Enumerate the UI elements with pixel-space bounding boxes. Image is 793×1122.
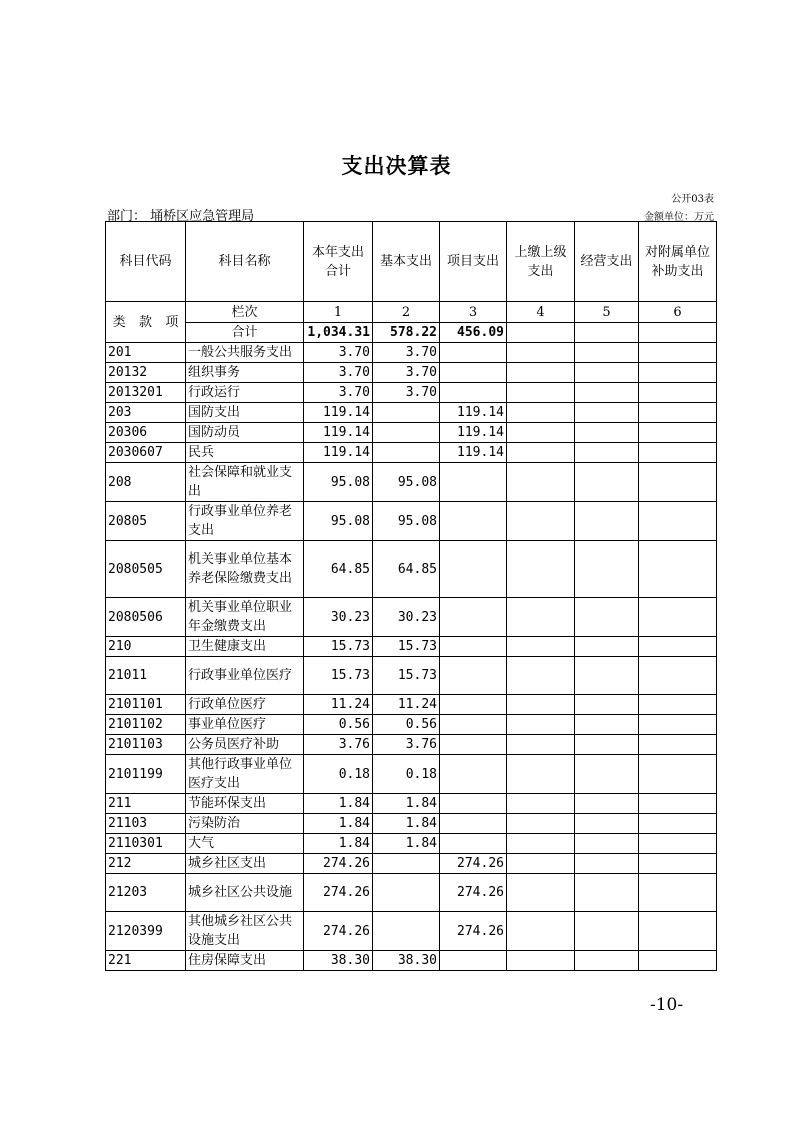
table-row xyxy=(106,423,717,443)
basic-cell: 0.56 xyxy=(373,715,440,735)
project-cell xyxy=(440,657,507,695)
business-cell xyxy=(575,383,639,403)
basic-cell: 11.24 xyxy=(373,695,440,715)
total-cell: 11.24 xyxy=(304,695,373,715)
col-index-5: 5 xyxy=(575,302,639,323)
header-name: 科目名称 xyxy=(186,222,304,302)
basic-cell: 95.08 xyxy=(373,463,440,502)
header-total: 本年支出合计 xyxy=(304,222,373,302)
subject-name-cell: 污染防治 xyxy=(186,814,304,834)
upper-cell xyxy=(507,541,575,598)
project-cell: 119.14 xyxy=(440,423,507,443)
upper-cell xyxy=(507,951,575,971)
header-basic: 基本支出 xyxy=(373,222,440,302)
subject-name-cell: 城乡社区支出 xyxy=(186,854,304,874)
total-cell: 95.08 xyxy=(304,502,373,541)
business-cell xyxy=(575,443,639,463)
total-cell: 3.70 xyxy=(304,363,373,383)
subsidy-cell xyxy=(639,814,717,834)
total-upper xyxy=(507,323,575,343)
upper-cell xyxy=(507,443,575,463)
project-cell xyxy=(440,502,507,541)
upper-cell xyxy=(507,912,575,951)
total-cell: 274.26 xyxy=(304,912,373,951)
form-number: 公开03表 xyxy=(671,194,714,205)
project-cell xyxy=(440,695,507,715)
table-row xyxy=(106,912,717,951)
upper-cell xyxy=(507,834,575,854)
project-cell: 274.26 xyxy=(440,854,507,874)
page-number: -10- xyxy=(650,995,684,1015)
col-index-4: 4 xyxy=(507,302,575,323)
subsidy-cell xyxy=(639,463,717,502)
business-cell xyxy=(575,735,639,755)
subject-name-cell: 机关事业单位职业年金缴费支出 xyxy=(186,598,304,637)
total-cell: 38.30 xyxy=(304,951,373,971)
project-cell xyxy=(440,598,507,637)
subsidy-cell xyxy=(639,343,717,363)
total-cell: 3.70 xyxy=(304,343,373,363)
total-cell: 64.85 xyxy=(304,541,373,598)
subject-code-cell: 211 xyxy=(106,794,186,814)
header-subsidy: 对附属单位补助支出 xyxy=(639,222,717,302)
project-cell: 119.14 xyxy=(440,443,507,463)
subject-code-cell: 2030607 xyxy=(106,443,186,463)
total-amount: 1,034.31 xyxy=(304,323,373,343)
project-cell xyxy=(440,794,507,814)
business-cell xyxy=(575,874,639,912)
project-cell: 274.26 xyxy=(440,874,507,912)
subject-name-cell: 机关事业单位基本养老保险缴费支出 xyxy=(186,541,304,598)
total-cell: 119.14 xyxy=(304,423,373,443)
header-code: 科目代码 xyxy=(106,222,186,302)
upper-cell xyxy=(507,363,575,383)
basic-cell xyxy=(373,403,440,423)
subsidy-cell xyxy=(639,874,717,912)
business-cell xyxy=(575,951,639,971)
total-cell: 274.26 xyxy=(304,854,373,874)
subject-code-cell: 2101102 xyxy=(106,715,186,735)
total-cell: 1.84 xyxy=(304,814,373,834)
subject-name-cell: 住房保障支出 xyxy=(186,951,304,971)
upper-cell xyxy=(507,854,575,874)
total-cell: 119.14 xyxy=(304,443,373,463)
label-lei: 类 xyxy=(112,314,126,330)
total-cell: 15.73 xyxy=(304,657,373,695)
subsidy-cell xyxy=(639,951,717,971)
subsidy-cell xyxy=(639,502,717,541)
table-row xyxy=(106,502,717,541)
project-cell: 119.14 xyxy=(440,403,507,423)
subject-code-cell: 21203 xyxy=(106,874,186,912)
business-cell xyxy=(575,343,639,363)
subject-name-cell: 其他行政事业单位医疗支出 xyxy=(186,755,304,794)
basic-cell xyxy=(373,423,440,443)
col-index-6: 6 xyxy=(639,302,717,323)
project-cell xyxy=(440,363,507,383)
table-row xyxy=(106,834,717,854)
business-cell xyxy=(575,794,639,814)
table-row xyxy=(106,874,717,912)
upper-cell xyxy=(507,463,575,502)
subject-code-cell: 21011 xyxy=(106,657,186,695)
page-title: 支出决算表 xyxy=(341,154,452,178)
total-row xyxy=(106,323,717,343)
subsidy-cell xyxy=(639,854,717,874)
subsidy-cell xyxy=(639,598,717,637)
total-cell: 30.23 xyxy=(304,598,373,637)
upper-cell xyxy=(507,695,575,715)
table-row xyxy=(106,637,717,657)
business-cell xyxy=(575,598,639,637)
subject-code-cell: 201 xyxy=(106,343,186,363)
upper-cell xyxy=(507,755,575,794)
upper-cell xyxy=(507,874,575,912)
table-row xyxy=(106,735,717,755)
total-basic: 578.22 xyxy=(373,323,440,343)
project-cell xyxy=(440,735,507,755)
business-cell xyxy=(575,715,639,735)
project-cell xyxy=(440,383,507,403)
project-cell xyxy=(440,834,507,854)
upper-cell xyxy=(507,657,575,695)
basic-cell: 1.84 xyxy=(373,794,440,814)
upper-cell xyxy=(507,502,575,541)
total-cell: 3.70 xyxy=(304,383,373,403)
subject-code-cell: 2080505 xyxy=(106,541,186,598)
subject-name-cell: 国防支出 xyxy=(186,403,304,423)
subject-code-cell: 21103 xyxy=(106,814,186,834)
subject-code-cell: 203 xyxy=(106,403,186,423)
total-cell: 119.14 xyxy=(304,403,373,423)
subsidy-cell xyxy=(639,637,717,657)
table-row xyxy=(106,463,717,502)
upper-cell xyxy=(507,598,575,637)
header-project: 项目支出 xyxy=(440,222,507,302)
basic-cell xyxy=(373,443,440,463)
subject-name-cell: 一般公共服务支出 xyxy=(186,343,304,363)
business-cell xyxy=(575,637,639,657)
expenditure-table xyxy=(105,221,717,971)
subject-code-cell: 20132 xyxy=(106,363,186,383)
basic-cell: 3.70 xyxy=(373,363,440,383)
basic-cell xyxy=(373,854,440,874)
subject-code-cell: 2101199 xyxy=(106,755,186,794)
subject-code-cell: 212 xyxy=(106,854,186,874)
total-cell: 15.73 xyxy=(304,637,373,657)
table-row xyxy=(106,695,717,715)
subsidy-cell xyxy=(639,443,717,463)
upper-cell xyxy=(507,735,575,755)
table-row xyxy=(106,363,717,383)
basic-cell: 64.85 xyxy=(373,541,440,598)
subsidy-cell xyxy=(639,715,717,735)
project-cell xyxy=(440,755,507,794)
header-row xyxy=(106,222,717,302)
business-cell xyxy=(575,912,639,951)
basic-cell: 15.73 xyxy=(373,637,440,657)
label-xiang: 项 xyxy=(165,314,179,330)
upper-cell xyxy=(507,637,575,657)
business-cell xyxy=(575,695,639,715)
business-cell xyxy=(575,502,639,541)
business-cell xyxy=(575,403,639,423)
subject-name-cell: 组织事务 xyxy=(186,363,304,383)
subject-name-cell: 行政事业单位养老支出 xyxy=(186,502,304,541)
table-row xyxy=(106,657,717,695)
upper-cell xyxy=(507,383,575,403)
upper-cell xyxy=(507,423,575,443)
subject-code-cell: 221 xyxy=(106,951,186,971)
subject-code-cell: 210 xyxy=(106,637,186,657)
col-index-2: 2 xyxy=(373,302,440,323)
business-cell xyxy=(575,463,639,502)
subject-code-cell: 2120399 xyxy=(106,912,186,951)
total-subsidy xyxy=(639,323,717,343)
basic-cell: 3.70 xyxy=(373,343,440,363)
business-cell xyxy=(575,423,639,443)
subject-name-cell: 国防动员 xyxy=(186,423,304,443)
table-row xyxy=(106,755,717,794)
business-cell xyxy=(575,541,639,598)
subsidy-cell xyxy=(639,363,717,383)
subject-name-cell: 行政单位医疗 xyxy=(186,695,304,715)
table-row xyxy=(106,443,717,463)
subsidy-cell xyxy=(639,794,717,814)
total-business xyxy=(575,323,639,343)
total-project: 456.09 xyxy=(440,323,507,343)
project-cell xyxy=(440,814,507,834)
subsidy-cell xyxy=(639,912,717,951)
amount-unit: 金额单位：万元 xyxy=(644,212,714,223)
basic-cell: 1.84 xyxy=(373,834,440,854)
total-cell: 95.08 xyxy=(304,463,373,502)
lei-kuan-xiang-cell xyxy=(106,302,186,343)
basic-cell: 3.76 xyxy=(373,735,440,755)
subject-code-cell: 2013201 xyxy=(106,383,186,403)
subsidy-cell xyxy=(639,541,717,598)
subject-name-cell: 卫生健康支出 xyxy=(186,637,304,657)
col-index-3: 3 xyxy=(440,302,507,323)
column-index-row xyxy=(106,302,717,323)
basic-cell: 1.84 xyxy=(373,814,440,834)
business-cell xyxy=(575,834,639,854)
table-row xyxy=(106,814,717,834)
basic-cell xyxy=(373,912,440,951)
subsidy-cell xyxy=(639,383,717,403)
subject-name-cell: 城乡社区公共设施 xyxy=(186,874,304,912)
label-kuan: 款 xyxy=(138,314,152,330)
table-row xyxy=(106,343,717,363)
business-cell xyxy=(575,854,639,874)
business-cell xyxy=(575,363,639,383)
subsidy-cell xyxy=(639,755,717,794)
project-cell xyxy=(440,541,507,598)
business-cell xyxy=(575,814,639,834)
basic-cell: 15.73 xyxy=(373,657,440,695)
subject-name-cell: 行政运行 xyxy=(186,383,304,403)
table-row xyxy=(106,854,717,874)
subject-name-cell: 节能环保支出 xyxy=(186,794,304,814)
business-cell xyxy=(575,657,639,695)
subsidy-cell xyxy=(639,695,717,715)
subject-code-cell: 2101103 xyxy=(106,735,186,755)
basic-cell: 30.23 xyxy=(373,598,440,637)
table-row xyxy=(106,951,717,971)
subject-name-cell: 社会保障和就业支出 xyxy=(186,463,304,502)
subject-code-cell: 20805 xyxy=(106,502,186,541)
table-row xyxy=(106,541,717,598)
upper-cell xyxy=(507,814,575,834)
upper-cell xyxy=(507,343,575,363)
subject-name-cell: 行政事业单位医疗 xyxy=(186,657,304,695)
table-row xyxy=(106,715,717,735)
basic-cell: 0.18 xyxy=(373,755,440,794)
upper-cell xyxy=(507,794,575,814)
subsidy-cell xyxy=(639,403,717,423)
subsidy-cell xyxy=(639,657,717,695)
label-lanci: 栏次 xyxy=(186,302,304,323)
subject-name-cell: 民兵 xyxy=(186,443,304,463)
subject-name-cell: 其他城乡社区公共设施支出 xyxy=(186,912,304,951)
total-cell: 274.26 xyxy=(304,874,373,912)
header-upper: 上缴上级支出 xyxy=(507,222,575,302)
subject-code-cell: 2101101 xyxy=(106,695,186,715)
business-cell xyxy=(575,755,639,794)
table-row xyxy=(106,794,717,814)
basic-cell: 95.08 xyxy=(373,502,440,541)
basic-cell: 38.30 xyxy=(373,951,440,971)
label-heji: 合计 xyxy=(186,323,304,343)
upper-cell xyxy=(507,715,575,735)
subject-name-cell: 事业单位医疗 xyxy=(186,715,304,735)
col-index-1: 1 xyxy=(304,302,373,323)
department-label: 部门： 埇桥区应急管理局 xyxy=(107,209,255,224)
subject-code-cell: 2110301 xyxy=(106,834,186,854)
subject-code-cell: 208 xyxy=(106,463,186,502)
project-cell xyxy=(440,715,507,735)
basic-cell xyxy=(373,874,440,912)
header-business: 经营支出 xyxy=(575,222,639,302)
total-cell: 0.56 xyxy=(304,715,373,735)
subsidy-cell xyxy=(639,423,717,443)
table-row xyxy=(106,383,717,403)
upper-cell xyxy=(507,403,575,423)
subject-name-cell: 大气 xyxy=(186,834,304,854)
basic-cell: 3.70 xyxy=(373,383,440,403)
total-cell: 0.18 xyxy=(304,755,373,794)
subsidy-cell xyxy=(639,735,717,755)
table-row xyxy=(106,598,717,637)
project-cell: 274.26 xyxy=(440,912,507,951)
total-cell: 1.84 xyxy=(304,794,373,814)
subject-name-cell: 公务员医疗补助 xyxy=(186,735,304,755)
table-row xyxy=(106,403,717,423)
subject-code-cell: 20306 xyxy=(106,423,186,443)
total-cell: 1.84 xyxy=(304,834,373,854)
project-cell xyxy=(440,637,507,657)
total-cell: 3.76 xyxy=(304,735,373,755)
project-cell xyxy=(440,951,507,971)
project-cell xyxy=(440,343,507,363)
subject-code-cell: 2080506 xyxy=(106,598,186,637)
project-cell xyxy=(440,463,507,502)
subsidy-cell xyxy=(639,834,717,854)
